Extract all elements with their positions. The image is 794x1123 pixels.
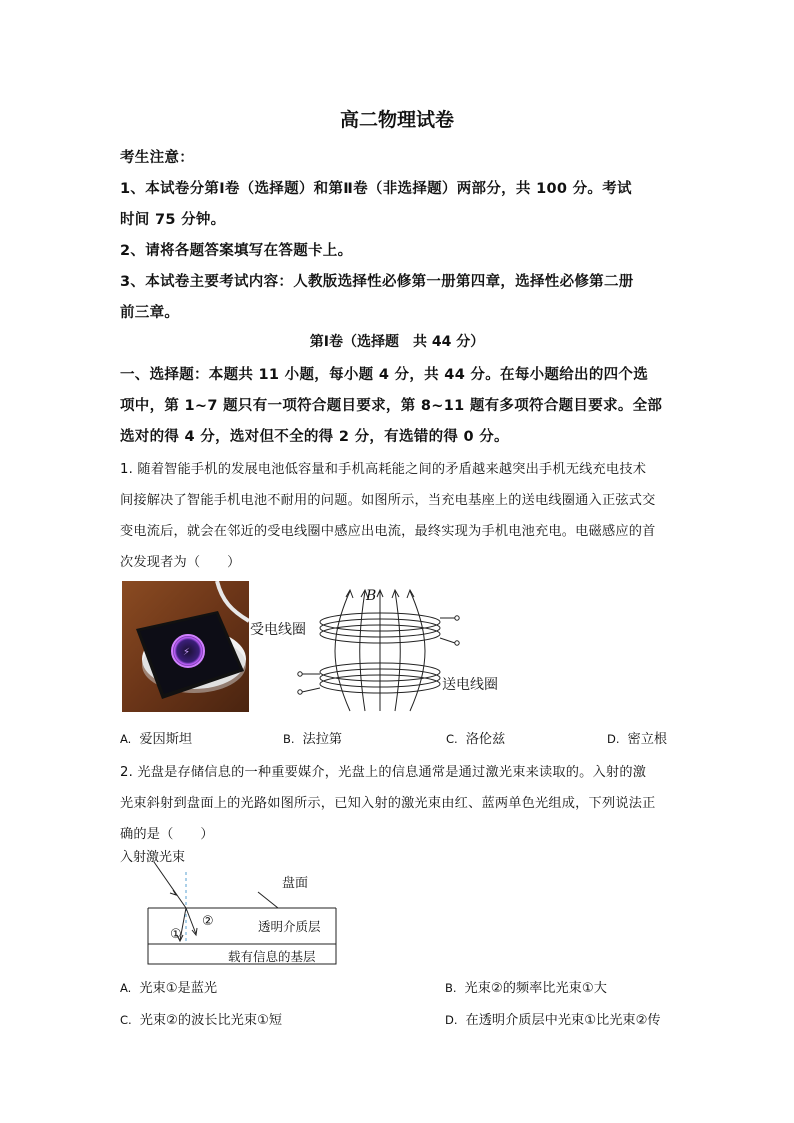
q1-text-b: 间接解决了智能手机电池不耐用的问题。如图所示，当充电基座上的送电线圈通入正弦式交 <box>120 493 656 508</box>
q2-option-b[interactable]: B. 光束②的频率比光束①大 <box>445 981 607 996</box>
coil-diagram <box>250 586 520 714</box>
beam-1-label: ① <box>170 927 182 942</box>
q1-option-b[interactable]: B. 法拉第 <box>283 732 343 747</box>
section-title: 第Ⅰ卷（选择题 共 44 分） <box>309 334 485 350</box>
q2-text-b: 光束斜射到盘面上的光路如图所示，已知入射的激光束由红、蓝两单色光组成，下列说法正 <box>120 796 656 811</box>
field-b-label: B <box>366 588 377 604</box>
notice-line-1b: 时间 75 分钟。 <box>120 212 226 228</box>
q1-text-a: 1. 随着智能手机的发展电池低容量和手机高耗能之间的矛盾越来越突出手机无线充电技术 <box>120 462 647 477</box>
medium-layer-label: 透明介质层 <box>258 919 321 934</box>
laser-disc-diagram <box>118 842 348 972</box>
section-intro-a: 一、选择题：本题共 11 小题，每小题 4 分，共 44 分。在每小题给出的四个选 <box>120 367 649 383</box>
notice-line-3b: 前三章。 <box>120 305 180 321</box>
q1-option-a[interactable]: A. 爱因斯坦 <box>120 732 193 747</box>
q2-option-a[interactable]: A. 光束①是蓝光 <box>120 981 218 996</box>
section-intro-b: 项中，第 1~7 题只有一项符合题目要求，第 8~11 题有多项符合题目要求。全部 <box>120 398 663 414</box>
disc-surface-label: 盘面 <box>282 876 309 891</box>
q2-text-c: 确的是（ ） <box>120 827 214 842</box>
q1-text-c: 变电流后，就会在邻近的受电线圈中感应出电流，最终实现为手机电池充电。电磁感应的首 <box>120 524 656 539</box>
base-layer-label: 载有信息的基层 <box>228 949 316 964</box>
q1-text-d: 次发现者为（ ） <box>120 555 241 570</box>
incident-beam-label: 入射激光束 <box>120 850 186 865</box>
wireless-charging-photo <box>122 581 249 712</box>
notice-line-2: 2、请将各题答案填写在答题卡上。 <box>120 243 353 259</box>
beam-2-label: ② <box>202 914 214 929</box>
q2-option-c[interactable]: C. 光束②的波长比光束①短 <box>120 1013 283 1028</box>
notice-heading: 考生注意： <box>120 150 194 166</box>
receiver-coil-label: 受电线圈 <box>250 622 306 638</box>
svg-text:⚡: ⚡ <box>183 647 191 658</box>
section-intro-c: 选对的得 4 分，选对但不全的得 2 分，有选错的得 0 分。 <box>120 429 509 445</box>
q2-option-d[interactable]: D. 在透明介质层中光束①比光束②传 <box>445 1013 661 1028</box>
q1-option-d[interactable]: D. 密立根 <box>607 732 668 747</box>
notice-line-3a: 3、本试卷主要考试内容：人教版选择性必修第一册第四章，选择性必修第二册 <box>120 274 634 290</box>
page-title: 高二物理试卷 <box>339 109 454 131</box>
q1-option-c[interactable]: C. 洛伦兹 <box>446 732 506 747</box>
sender-coil-label: 送电线圈 <box>442 677 498 693</box>
notice-line-1a: 1、本试卷分第Ⅰ卷（选择题）和第Ⅱ卷（非选择题）两部分，共 100 分。考试 <box>120 181 632 197</box>
q2-text-a: 2. 光盘是存储信息的一种重要媒介，光盘上的信息通常是通过激光束来读取的。入射的激 <box>120 765 647 780</box>
